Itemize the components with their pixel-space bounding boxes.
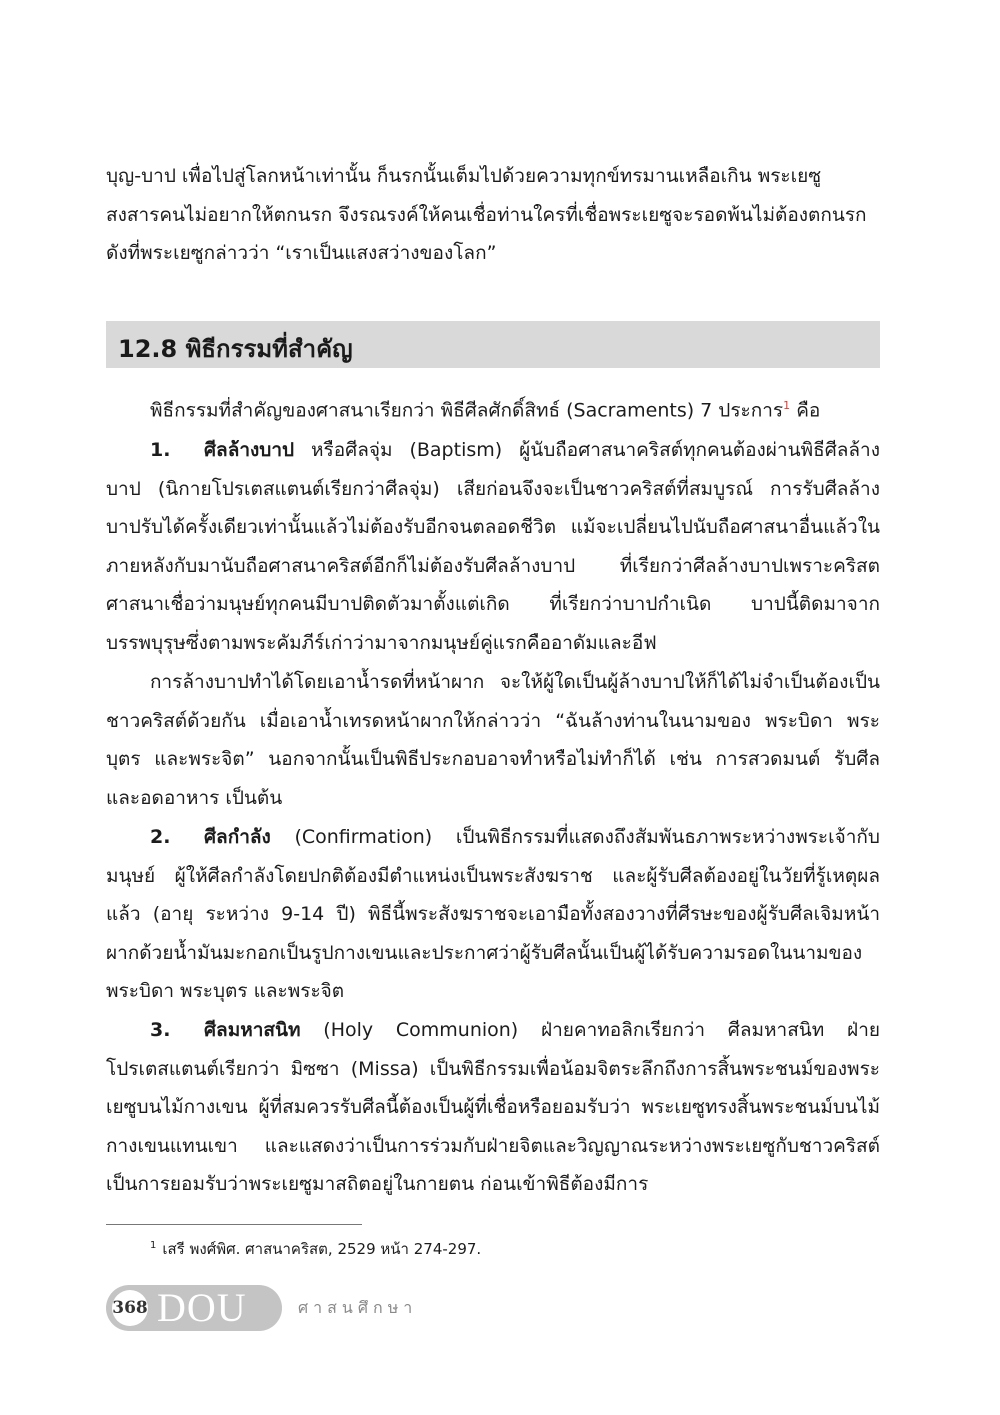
footnote-text: เสรี พงศ์พิศ. ศาสนาคริสต, 2529 หน้า 274-297. <box>162 1240 482 1258</box>
paragraph-text: การล้างบาปทำได้โดยเอาน้ำรดที่หน้าผาก จะให้ผู้ใดเป็นผู้ล้างบาปให้ก็ได้ไม่จำเป็นต้องเป็นชาวคริสต์ด้วยกัน เมื่อเอาน้ำเทรดหน้าผากให้กล่าวว่า “ฉันล้างท่านในนามของ พระบิดา พระบุตร และพระจิต” นอกจากนั้นเป็นพิธีประกอบอาจทำหรือไม่ทำก็ได้ เช่น การสวดมนต์ รับศีล และอดอาหาร เป็นต้น <box>106 671 880 809</box>
intro-line: บุญ-บาป เพื่อไปสู่โลกหน้าเท่านั้น ก็นรกนั้นเต็มไปด้วยความทุกข์ทรมานเหลือเกิน พระเยซู <box>106 165 822 187</box>
page-badge <box>106 1285 282 1331</box>
item-number: 3. <box>150 1019 171 1041</box>
item-text: หรือศีลจุ่ม (Baptism) ผู้นับถือศาสนาคริสต์ทุกคนต้องผ่านพิธีศีลล้างบาป (นิกายโปรเตสแตนต์เรียกว่าศีลจุ่ม) เสียก่อนจึงจะเป็นชาวคริสต์ที่สมบูรณ์ การรับศีลล้างบาปรับได้ครั้งเดียวเท่านั้นแล้วไม่ต้องรับอีกจนตลอดชีวิต แม้จะเปลี่ยนไปนับถือศาสนาอื่นแล้วในภายหลังกับมานับถือศาสนาคริสต์อีกก็ไม่ต้องรับศีลล้างบาป ที่เรียกว่าศีลล้างบาปเพราะคริสตศาสนาเชื่อว่ามนุษย์ทุกคนมีบาปติดตัวมาตั้งแต่เกิด ที่เรียกว่าบาปกำเนิด บาปนี้ติดมาจากบรรพบุรุษซึ่งตามพระคัมภีร์เก่าว่ามาจากมนุษย์คู่แรกคืออาดัมและอีฟ <box>106 439 880 654</box>
section-heading-bar <box>106 321 880 368</box>
item-number: 1. <box>150 439 171 461</box>
intro-line: สงสารคนไม่อยากให้ตกนรก จึงรณรงค์ให้คนเชื่อท่านใครที่เชื่อพระเยซูจะรอดพ้นไม่ต้องตกนรก <box>106 203 867 226</box>
lead-text: พิธีกรรมที่สำคัญของศาสนาเรียกว่า พิธีศีลศักดิ์สิทธ์ (Sacraments) 7 ประการ <box>150 399 784 422</box>
footnote <box>150 1234 481 1261</box>
list-item-confirmation <box>106 818 880 1011</box>
footnote-reference[interactable]: 1 <box>783 399 791 412</box>
list-item-baptism <box>106 431 880 662</box>
item-number: 2. <box>150 826 171 848</box>
item-text: (Confirmation) เป็นพิธีกรรมที่แสดงถึงสัมพันธภาพระหว่างพระเจ้ากับมนุษย์ ผู้ให้ศีลกำลังโดยปกติต้องมีตำแหน่งเป็นพระสังฆราช และผู้รับศีลต้องอยู่ในวัยที่รู้เหตุผลแล้ว (อายุ ระหว่าง 9-14 ปี) พิธีนี้พระสังฆราชจะเอามือทั้งสองวางที่ศีรษะของผู้รับศีลเจิมหน้าผากด้วยน้ำมันมะกอกเป็นรูปกางเขนและประกาศว่าผู้รับศีลนั้นเป็นผู้ได้รับความรอดในนามของพระบิดา พระบุตร และพระจิต <box>106 826 880 1002</box>
lead-tail: คือ <box>790 399 821 422</box>
footnote-mark: 1 <box>150 1240 157 1251</box>
page-number: 368 <box>112 1290 148 1326</box>
baptism-followup-paragraph <box>106 663 880 817</box>
intro-paragraph <box>106 157 880 273</box>
running-title: ศาสนศึกษา <box>298 1298 418 1317</box>
list-item-holy-communion <box>106 1011 880 1204</box>
section-title: 12.8 พิธีกรรมที่สำคัญ <box>118 335 353 363</box>
item-term: ศีลมหาสนิท <box>204 1019 301 1041</box>
item-term: ศีลกำลัง <box>204 826 271 848</box>
intro-line: ดังที่พระเยซูกล่าวว่า “เราเป็นแสงสว่างของโลก” <box>106 242 497 264</box>
item-term: ศีลล้างบาป <box>204 439 295 461</box>
footnote-divider <box>106 1224 362 1225</box>
lead-paragraph <box>106 387 880 430</box>
publisher-logo-text: DOU <box>157 1285 247 1330</box>
item-text: (Holy Communion) ฝ่ายคาทอลิกเรียกว่า ศีลมหาสนิท ฝ่ายโปรเตสแตนต์เรียกว่า มิซซา (Missa) เป็นพิธีกรรมเพื่อน้อมจิตระลึกถึงการสิ้นพระชนม์ของพระเยซูบนไม้กางเขน ผู้ที่สมควรรับศีลนี้ต้องเป็นผู้ที่เชื่อหรือยอมรับว่า พระเยซูทรงสิ้นพระชนม์บนไม้กางเขนแทนเขา และแสดงว่าเป็นการร่วมกับฝ่ายจิตและวิญญาณระหว่างพระเยซูกับชาวคริสต์ เป็นการยอมรับว่าพระเยซูมาสถิตอยู่ในกายตน ก่อนเข้าพิธีต้องมีการ <box>106 1019 880 1195</box>
